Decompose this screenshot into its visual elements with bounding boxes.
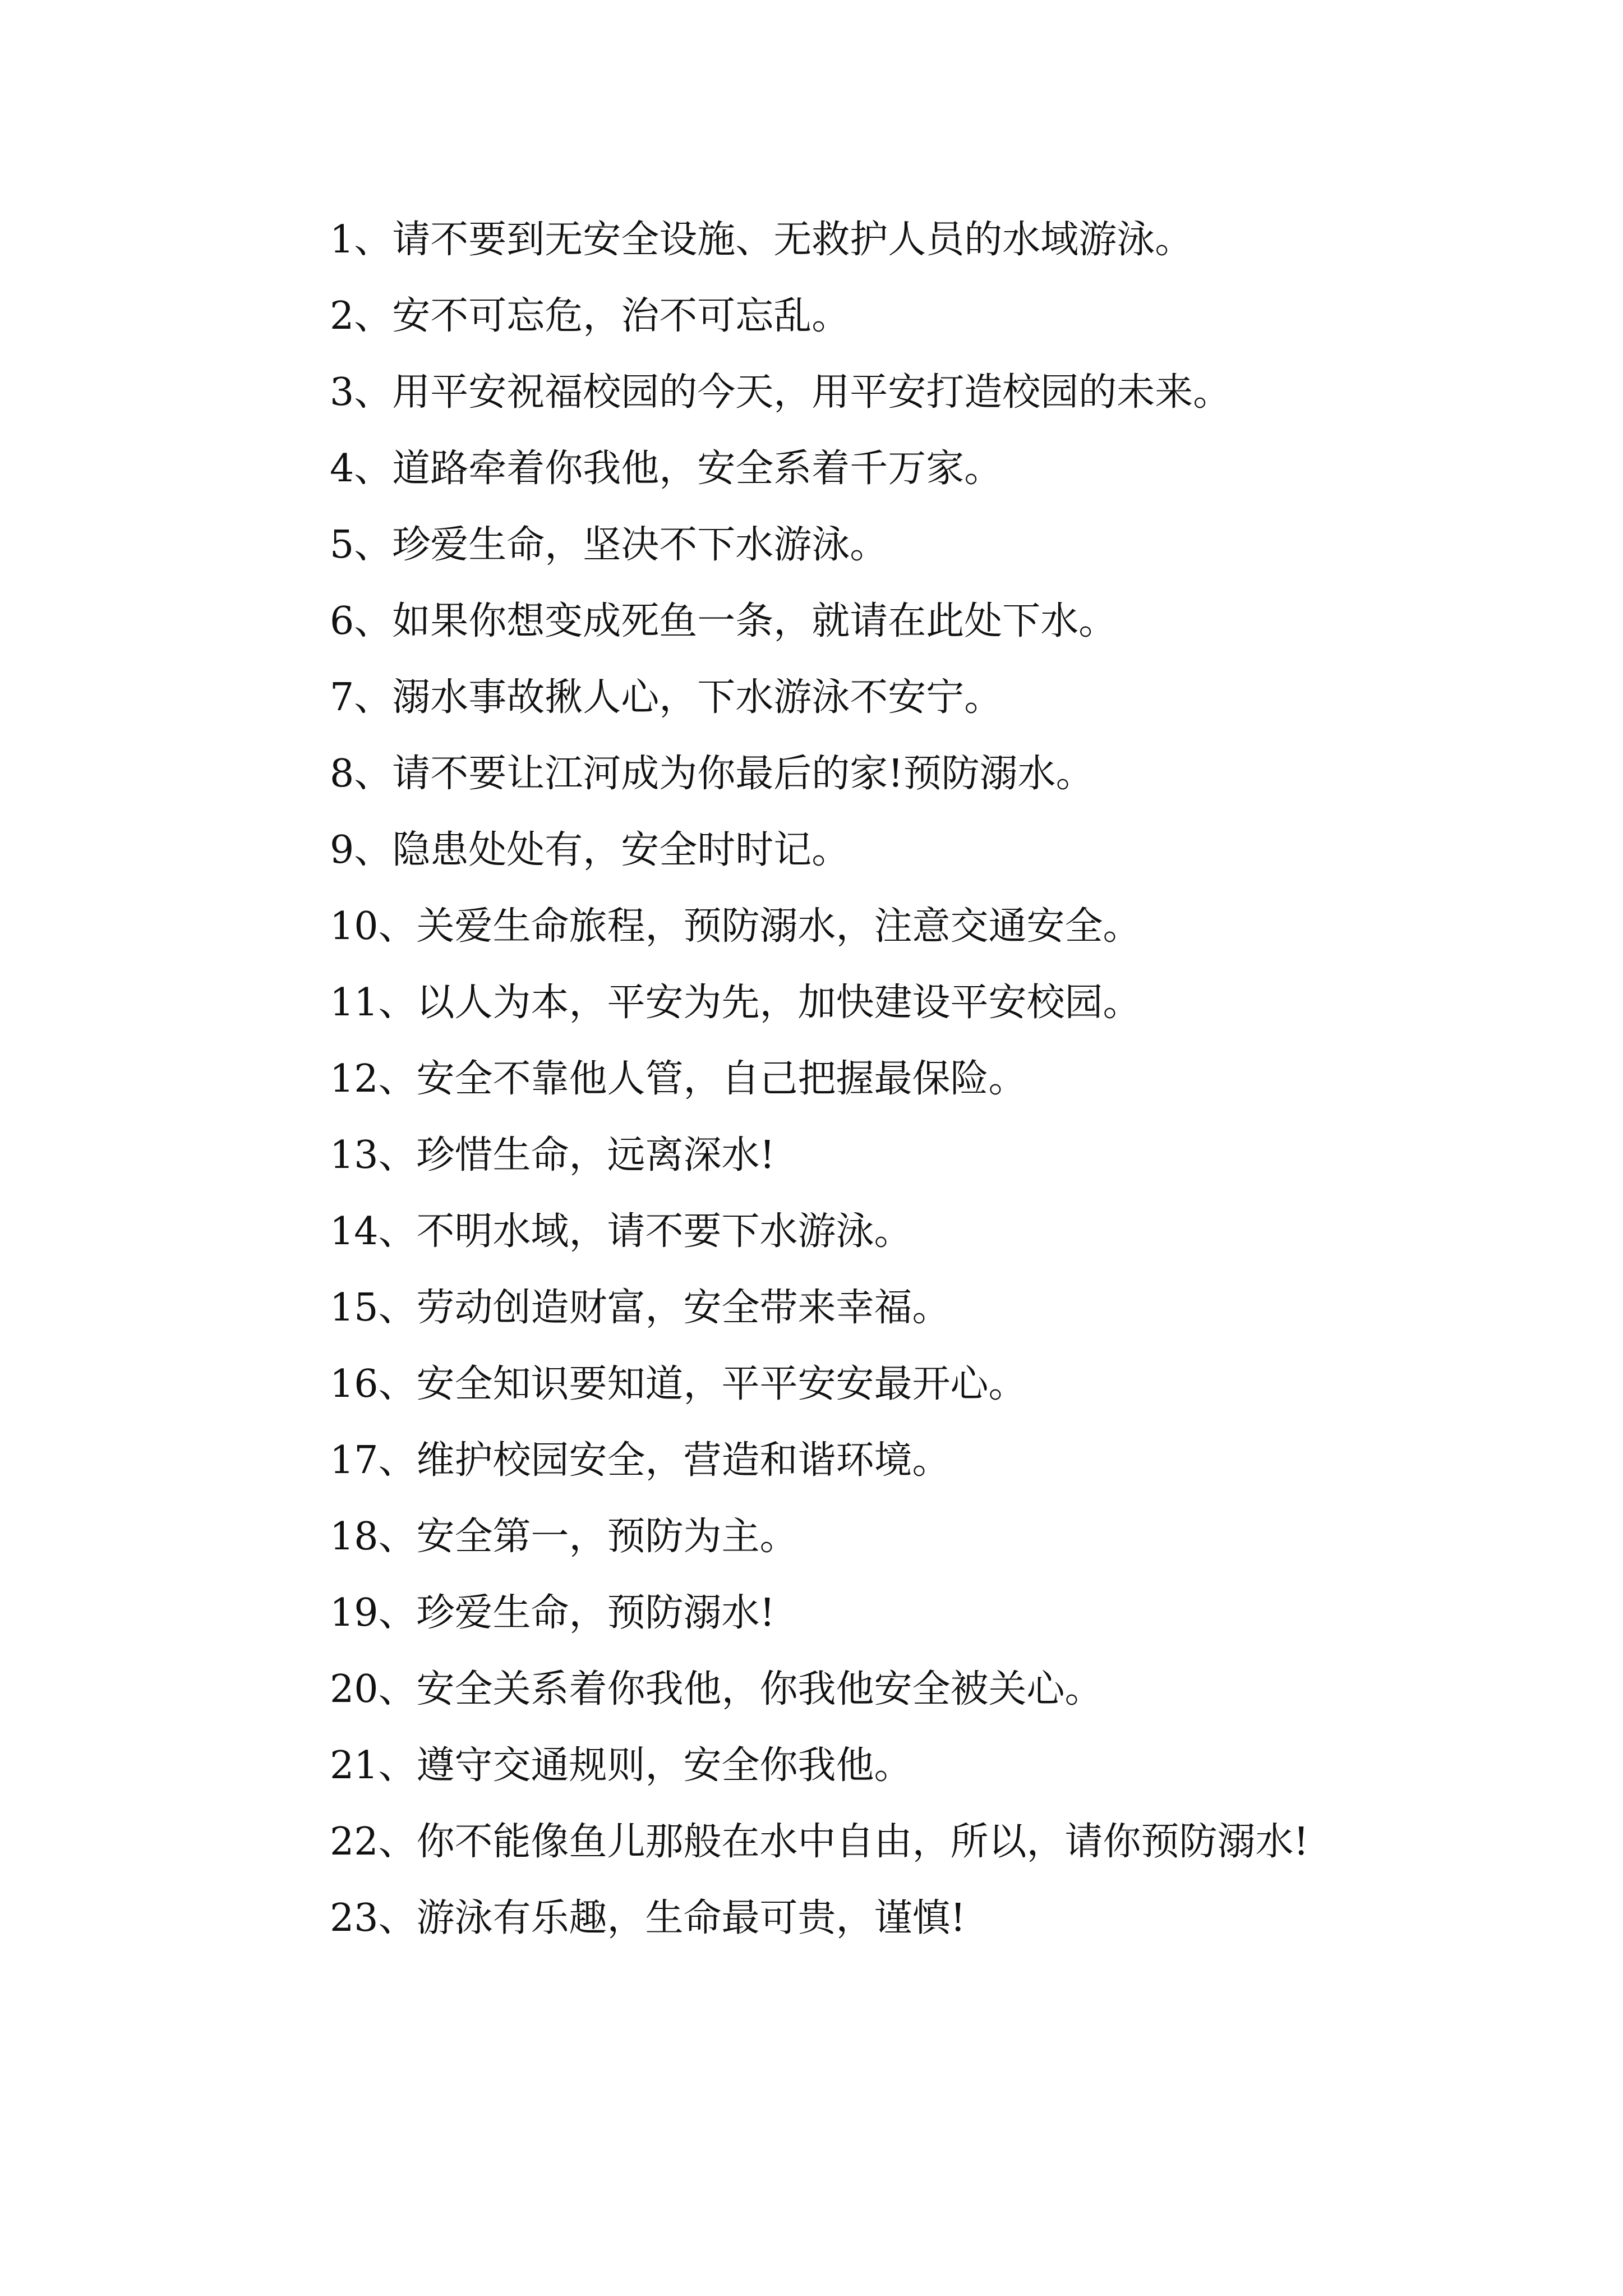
list-item: 12、安全不靠他人管，自己把握最保险。 (330, 1057, 1027, 1101)
list-item: 17、维护校园安全，营造和谐环境。 (330, 1438, 951, 1483)
list-item: 19、珍爱生命，预防溺水! (330, 1591, 775, 1635)
list-item: 5、珍爱生命，坚决不下水游泳。 (330, 523, 888, 567)
list-item: 10、关爱生命旅程，预防溺水，注意交通安全。 (330, 904, 1141, 949)
list-item: 7、溺水事故揪人心，下水游泳不安宁。 (330, 675, 1003, 720)
list-item: 4、道路牵着你我他，安全系着千万家。 (330, 447, 1003, 491)
list-item: 23、游泳有乐趣，生命最可贵，谨慎! (330, 1896, 966, 1940)
list-item: 1、请不要到无安全设施、无救护人员的水域游泳。 (330, 218, 1193, 262)
list-item: 21、遵守交通规则，安全你我他。 (330, 1743, 912, 1788)
list-item: 6、如果你想变成死鱼一条，就请在此处下水。 (330, 599, 1117, 643)
list-item: 22、你不能像鱼儿那般在水中自由，所以，请你预防溺水! (330, 1820, 1309, 1864)
list-item: 3、用平安祝福校园的今天，用平安打造校园的未来。 (330, 370, 1232, 415)
list-item: 11、以人为本，平安为先，加快建设平安校园。 (330, 981, 1141, 1025)
list-item: 13、珍惜生命，远离深水! (330, 1133, 775, 1177)
list-item: 2、安不可忘危，治不可忘乱。 (330, 294, 850, 338)
slogan-list (246, 202, 1390, 1957)
list-item: 14、不明水域，请不要下水游泳。 (330, 1209, 912, 1254)
list-item: 9、隐患处处有，安全时时记。 (330, 828, 850, 872)
list-item: 18、安全第一，预防为主。 (330, 1515, 798, 1559)
list-item: 16、安全知识要知道，平平安安最开心。 (330, 1362, 1027, 1406)
list-item: 20、安全关系着你我他，你我他安全被关心。 (330, 1667, 1103, 1711)
list-item: 15、劳动创造财富，安全带来幸福。 (330, 1286, 951, 1330)
list-item: 8、请不要让江河成为你最后的家!预防溺水。 (330, 752, 1094, 796)
